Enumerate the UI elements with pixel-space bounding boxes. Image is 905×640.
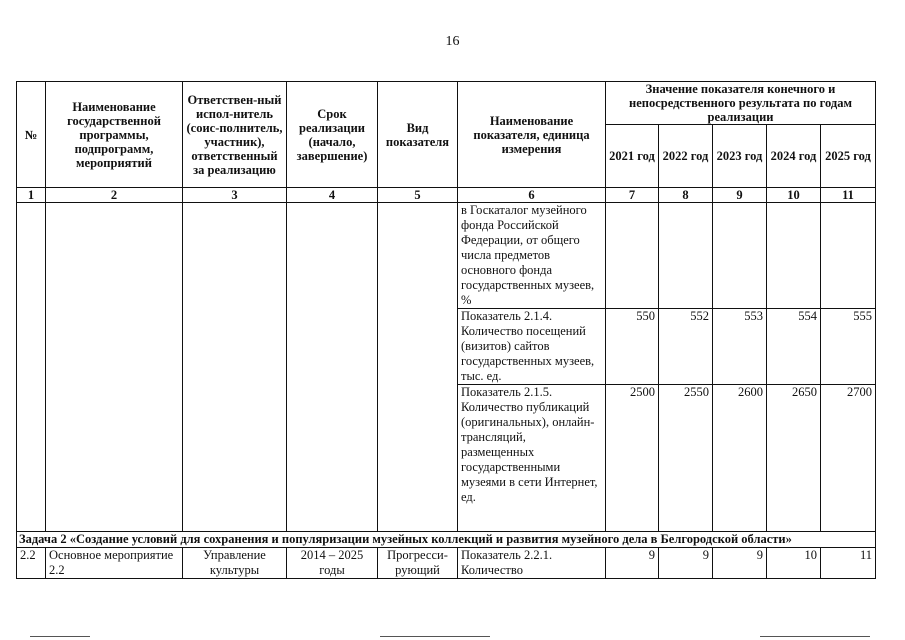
- cell-value: 2500: [606, 385, 659, 532]
- cell-indicator: в Госкаталог музейного фонда Российской Федерации, от общего числа предметов основного фонда государственных музеев, %: [458, 203, 606, 309]
- column-number: 10: [767, 188, 821, 203]
- cell-value: 2700: [821, 385, 876, 532]
- cell-value: 9: [659, 548, 713, 579]
- cell-type-empty: [378, 203, 458, 532]
- cell-indicator: Показатель 2.1.4. Количество посещений (визитов) сайтов государственных музеев, тыс. ед.: [458, 309, 606, 385]
- cell-responsible-empty: [183, 203, 287, 532]
- cell-value: 554: [767, 309, 821, 385]
- column-number: 2: [46, 188, 183, 203]
- cell-value: 10: [767, 548, 821, 579]
- cell-value: 9: [713, 548, 767, 579]
- cell-period: 2014 – 2025 годы: [287, 548, 378, 579]
- header-values-title: Значение показателя конечного и непосредственного результата по годам реализации: [606, 82, 876, 125]
- cell-value: [659, 203, 713, 309]
- scan-artifact: [760, 636, 870, 637]
- column-number: 4: [287, 188, 378, 203]
- header-year-2021: 2021 год: [606, 125, 659, 188]
- cell-value: 2550: [659, 385, 713, 532]
- task-row: [17, 532, 876, 548]
- header-responsible: Ответствен-ный испол-нитель (соис-полнитель, участник), ответственный за реализацию: [183, 82, 287, 188]
- column-number: 9: [713, 188, 767, 203]
- cell-value: 552: [659, 309, 713, 385]
- cell-value: 553: [713, 309, 767, 385]
- cell-num: 2.2: [17, 548, 46, 579]
- cell-value: 550: [606, 309, 659, 385]
- indicators-table: [16, 81, 876, 579]
- header-year-2023: 2023 год: [713, 125, 767, 188]
- header-indicator: Наименование показателя, единица измерения: [458, 82, 606, 188]
- cell-value: 2600: [713, 385, 767, 532]
- column-number: 8: [659, 188, 713, 203]
- header-year-2025: 2025 год: [821, 125, 876, 188]
- cell-value: 9: [606, 548, 659, 579]
- scan-artifact: [380, 636, 490, 637]
- header-period: Срок реализации (начало, завершение): [287, 82, 378, 188]
- column-numbers-row: [17, 188, 876, 203]
- page-number: 16: [445, 34, 460, 49]
- column-number: 11: [821, 188, 876, 203]
- task-heading: Задача 2 «Создание условий для сохранения и популяризации музейных коллекций и развития музейного дела в Белгородской области»: [17, 532, 876, 548]
- cell-name: Основное мероприятие 2.2: [46, 548, 183, 579]
- cell-name-empty: [46, 203, 183, 532]
- column-number: 5: [378, 188, 458, 203]
- cell-value: 11: [821, 548, 876, 579]
- header-year-2024: 2024 год: [767, 125, 821, 188]
- table-row: [17, 548, 876, 579]
- cell-value: [821, 203, 876, 309]
- table-row: [17, 203, 876, 309]
- column-number: 1: [17, 188, 46, 203]
- cell-value: 2650: [767, 385, 821, 532]
- cell-value: [606, 203, 659, 309]
- header-name: Наименование государственной программы, подпрограмм, мероприятий: [46, 82, 183, 188]
- scan-artifact: [30, 636, 90, 637]
- cell-indicator: Показатель 2.1.5. Количество публикаций (оригинальных), онлайн-трансляций, размещенных государственными музеями в сети Интернет, ед.: [458, 385, 606, 532]
- column-number: 7: [606, 188, 659, 203]
- cell-value: [713, 203, 767, 309]
- column-number: 3: [183, 188, 287, 203]
- cell-value: 555: [821, 309, 876, 385]
- cell-period-empty: [287, 203, 378, 532]
- header-row: [17, 82, 876, 125]
- header-type: Вид показателя: [378, 82, 458, 188]
- cell-num-empty: [17, 203, 46, 532]
- header-year-2022: 2022 год: [659, 125, 713, 188]
- cell-type: Прогресси-рующий: [378, 548, 458, 579]
- cell-indicator: Показатель 2.2.1. Количество: [458, 548, 606, 579]
- column-number: 6: [458, 188, 606, 203]
- cell-responsible: Управление культуры: [183, 548, 287, 579]
- header-num: №: [17, 82, 46, 188]
- cell-value: [767, 203, 821, 309]
